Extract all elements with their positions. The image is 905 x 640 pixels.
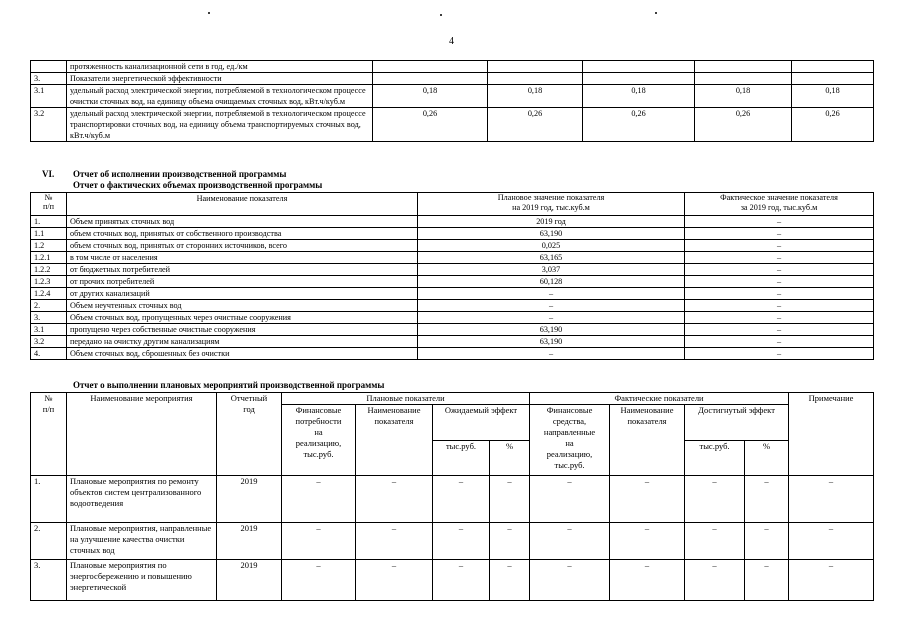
cell-num: 2. bbox=[31, 523, 67, 560]
cell-fact: – bbox=[685, 288, 874, 300]
table-row bbox=[31, 288, 874, 300]
table-row bbox=[31, 312, 874, 324]
cell-dash: – bbox=[685, 476, 745, 523]
cell-num: 1.2.1 bbox=[31, 252, 67, 264]
cell-dash: – bbox=[530, 560, 610, 601]
cell-plan: – bbox=[418, 300, 685, 312]
table-header-row bbox=[31, 193, 874, 216]
cell-year: 2019 bbox=[217, 560, 282, 601]
cell-dash: – bbox=[490, 523, 530, 560]
cell-num: 1.2.4 bbox=[31, 288, 67, 300]
col-plan-header: Плановое значение показателя на 2019 год, тыс.куб.м bbox=[418, 193, 685, 216]
cell-dash: – bbox=[356, 523, 433, 560]
table-row bbox=[31, 300, 874, 312]
cell-dash: – bbox=[530, 523, 610, 560]
col-name-header: Наименование мероприятия bbox=[67, 393, 217, 476]
cell-num: 1.1 bbox=[31, 228, 67, 240]
plan-fin-header: Финансовые потребности на реализацию, тыс.руб. bbox=[282, 405, 356, 476]
cell-plan: – bbox=[418, 348, 685, 360]
cell-num: 3. bbox=[31, 560, 67, 601]
cell-dash: – bbox=[745, 476, 789, 523]
cell-fact: – bbox=[685, 300, 874, 312]
cell-year: 2019 bbox=[217, 476, 282, 523]
cell-num: 4. bbox=[31, 348, 67, 360]
cell-name: Плановые мероприятия по энергосбережению и повышению энергетической bbox=[67, 560, 217, 601]
table-row bbox=[31, 560, 874, 601]
table-row: 3.1 удельный расход электрической энергии, потребляемой в технологическом процессе очистки сточных вод, на единицу объема очищаемых сточных вод, кВт.ч/куб.м 0,18 0,18 0,18 0,18 0,18 bbox=[31, 85, 874, 108]
volumes-table bbox=[30, 192, 874, 360]
plan-rub-header: тыс.руб. bbox=[433, 440, 490, 476]
cell-name: Объем сточных вод, пропущенных через очистные сооружения bbox=[67, 312, 418, 324]
cell-dash: – bbox=[433, 523, 490, 560]
cell-dash: – bbox=[530, 476, 610, 523]
cell-fact: – bbox=[685, 228, 874, 240]
cell-name: объем сточных вод, принятых от сторонних источников, всего bbox=[67, 240, 418, 252]
fact-ind-header: Наименование показателя bbox=[610, 405, 685, 476]
table-row bbox=[31, 476, 874, 523]
plan-ind-header: Наименование показателя bbox=[356, 405, 433, 476]
cell-fact: – bbox=[685, 348, 874, 360]
cell-fact: – bbox=[685, 324, 874, 336]
table-row: 3.2 удельный расход электрической энергии, потребляемой в технологическом процессе транспортировки сточных вод, на единицу объема транспортируемых сточных вод, кВт.ч/куб.м 0,26 0,26 0,26 0,26 0,26 bbox=[31, 108, 874, 142]
cell-dash: – bbox=[490, 560, 530, 601]
cell-plan: 2019 год bbox=[418, 216, 685, 228]
fact-rub-header: тыс.руб. bbox=[685, 440, 745, 476]
table-row bbox=[31, 240, 874, 252]
table-row bbox=[31, 324, 874, 336]
table-row: 3. Показатели энергетической эффективности bbox=[31, 73, 874, 85]
cell-name: Плановые мероприятия по ремонту объектов систем централизованного водоотведения bbox=[67, 476, 217, 523]
cell-dash: – bbox=[490, 476, 530, 523]
col-year-header: Отчетный год bbox=[217, 393, 282, 476]
col-num-header: № п/п bbox=[31, 393, 67, 476]
cell-num: 2. bbox=[31, 300, 67, 312]
cell-year: 2019 bbox=[217, 523, 282, 560]
cell-plan: 60,128 bbox=[418, 276, 685, 288]
cell-dash: – bbox=[745, 560, 789, 601]
cell-plan: – bbox=[418, 312, 685, 324]
cell-plan: 0,025 bbox=[418, 240, 685, 252]
cell-name: в том числе от населения bbox=[67, 252, 418, 264]
cell-dash: – bbox=[745, 523, 789, 560]
cell-fact: – bbox=[685, 312, 874, 324]
cell-fact: – bbox=[685, 252, 874, 264]
cell-dash: – bbox=[789, 523, 874, 560]
cell-num: 1. bbox=[31, 476, 67, 523]
cell-name: от бюджетных потребителей bbox=[67, 264, 418, 276]
scan-speck bbox=[208, 12, 210, 14]
cell-name: передано на очистку другим канализациям bbox=[67, 336, 418, 348]
cell-plan: 63,190 bbox=[418, 228, 685, 240]
table-header-row bbox=[31, 393, 874, 405]
fact-group-header: Фактические показатели bbox=[530, 393, 789, 405]
cell-name: Объем неучтенных сточных вод bbox=[67, 300, 418, 312]
page-number: 4 bbox=[449, 36, 454, 47]
cell-dash: – bbox=[789, 476, 874, 523]
scan-speck bbox=[655, 12, 657, 14]
cell-num: 1.2.2 bbox=[31, 264, 67, 276]
plan-effect-header: Ожидаемый эффект bbox=[433, 405, 530, 441]
cell-dash: – bbox=[610, 560, 685, 601]
plan-group-header: Плановые показатели bbox=[282, 393, 530, 405]
cell-name: от других канализаций bbox=[67, 288, 418, 300]
plan-pct-header: % bbox=[490, 440, 530, 476]
table-row bbox=[31, 523, 874, 560]
table-row bbox=[31, 336, 874, 348]
cell-num: 1.2 bbox=[31, 240, 67, 252]
fact-fin-header: Финансовые средства, направленные на реализацию, тыс.руб. bbox=[530, 405, 610, 476]
measures-title: Отчет о выполнении плановых мероприятий производственной программы bbox=[73, 380, 385, 390]
section-subtitle: Отчет о фактических объемах производственной программы bbox=[73, 180, 323, 190]
cell-num: 1.2.3 bbox=[31, 276, 67, 288]
cell-name: пропущено через собственные очистные сооружения bbox=[67, 324, 418, 336]
cell-num: 3. bbox=[31, 312, 67, 324]
cell-plan: 63,190 bbox=[418, 324, 685, 336]
col-num-header: № п/п bbox=[31, 193, 67, 216]
cell-plan: 63,165 bbox=[418, 252, 685, 264]
col-fact-header: Фактическое значение показателя за 2019 год, тыс.куб.м bbox=[685, 193, 874, 216]
cell-name: от прочих потребителей bbox=[67, 276, 418, 288]
cell-dash: – bbox=[282, 523, 356, 560]
cell-plan: – bbox=[418, 288, 685, 300]
cell-dash: – bbox=[685, 560, 745, 601]
scan-speck bbox=[440, 14, 442, 16]
cell-num: 1. bbox=[31, 216, 67, 228]
section-number: VI. bbox=[42, 169, 55, 179]
table-row bbox=[31, 276, 874, 288]
cell-dash: – bbox=[282, 560, 356, 601]
table-row: протяженность канализационной сети в год, ед./км bbox=[31, 61, 874, 73]
table-row bbox=[31, 252, 874, 264]
table-row bbox=[31, 348, 874, 360]
cell-name: Плановые мероприятия, направленные на улучшение качества очистки сточных вод bbox=[67, 523, 217, 560]
section-title: Отчет об исполнении производственной программы bbox=[73, 169, 287, 179]
energy-indicators-table bbox=[30, 60, 874, 142]
cell-dash: – bbox=[433, 560, 490, 601]
col-note-header: Примечание bbox=[789, 393, 874, 476]
table-row bbox=[31, 216, 874, 228]
cell-plan: 63,190 bbox=[418, 336, 685, 348]
cell-fact: – bbox=[685, 240, 874, 252]
cell-fact: – bbox=[685, 216, 874, 228]
cell-dash: – bbox=[282, 476, 356, 523]
cell-name: Объем сточных вод, сброшенных без очистки bbox=[67, 348, 418, 360]
col-name-header: Наименование показателя bbox=[67, 193, 418, 216]
measures-table bbox=[30, 392, 874, 601]
cell-dash: – bbox=[356, 476, 433, 523]
fact-effect-header: Достигнутый эффект bbox=[685, 405, 789, 441]
cell-dash: – bbox=[356, 560, 433, 601]
cell-fact: – bbox=[685, 276, 874, 288]
table-row bbox=[31, 228, 874, 240]
cell-fact: – bbox=[685, 264, 874, 276]
cell-plan: 3,037 bbox=[418, 264, 685, 276]
cell-fact: – bbox=[685, 336, 874, 348]
cell-dash: – bbox=[685, 523, 745, 560]
cell-name: объем сточных вод, принятых от собственного производства bbox=[67, 228, 418, 240]
cell-dash: – bbox=[789, 560, 874, 601]
fact-pct-header: % bbox=[745, 440, 789, 476]
cell-dash: – bbox=[610, 523, 685, 560]
cell-dash: – bbox=[610, 476, 685, 523]
cell-num: 3.2 bbox=[31, 336, 67, 348]
cell-dash: – bbox=[433, 476, 490, 523]
cell-name: Объем принятых сточных вод bbox=[67, 216, 418, 228]
table-row bbox=[31, 264, 874, 276]
cell-num: 3.1 bbox=[31, 324, 67, 336]
